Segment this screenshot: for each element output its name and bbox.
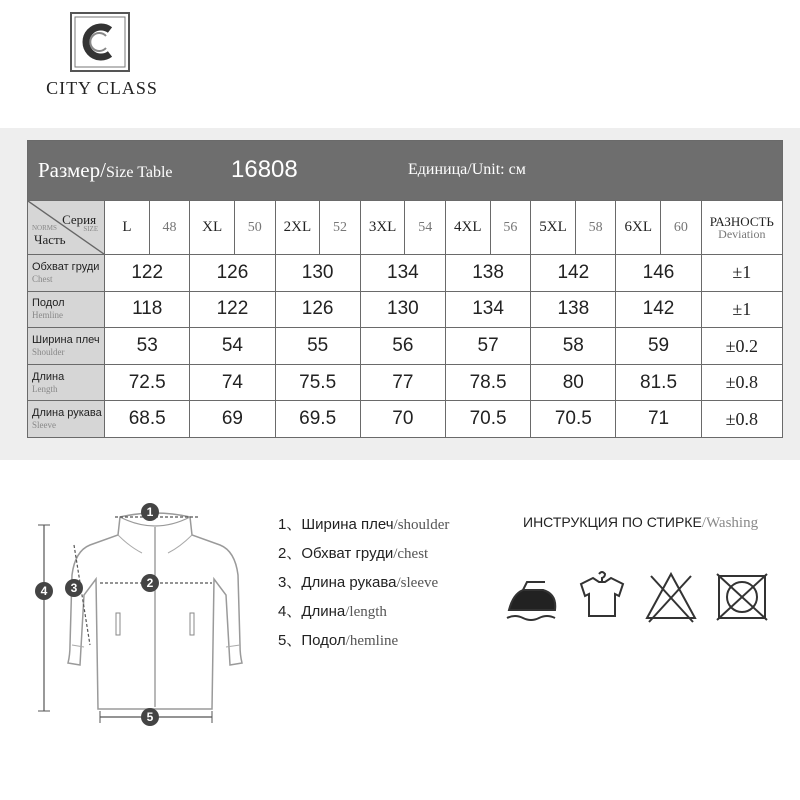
legend-item: 1、Ширина плеч/shoulder bbox=[278, 516, 450, 533]
table-row bbox=[28, 364, 783, 401]
table-cell: 70 bbox=[360, 401, 445, 438]
deviation-cell: ±1 bbox=[701, 255, 782, 292]
table-cell: 130 bbox=[360, 291, 445, 328]
table-row bbox=[28, 401, 783, 438]
table-cell: 134 bbox=[445, 291, 530, 328]
table-cell: 134 bbox=[360, 255, 445, 292]
table-cell: 122 bbox=[190, 291, 275, 328]
table-cell: 58 bbox=[531, 328, 616, 365]
table-cell: 55 bbox=[275, 328, 360, 365]
svg-text:1: 1 bbox=[146, 505, 154, 519]
svg-text:3: 3 bbox=[70, 581, 78, 595]
table-cell: 72.5 bbox=[105, 364, 190, 401]
header-corner: Серия SIZE NORMS Часть bbox=[28, 200, 105, 254]
table-row bbox=[28, 328, 783, 365]
table-cell: 53 bbox=[105, 328, 190, 365]
table-cell: 78.5 bbox=[445, 364, 530, 401]
no-tumble-dry-icon bbox=[717, 574, 767, 620]
deviation-header: РАЗНОСТЬ Deviation bbox=[701, 200, 782, 254]
table-cell: 118 bbox=[105, 291, 190, 328]
svg-text:2: 2 bbox=[146, 576, 154, 590]
table-cell: 71 bbox=[616, 401, 701, 438]
size-table bbox=[27, 140, 783, 438]
iron-icon bbox=[507, 582, 555, 620]
deviation-cell: ±0.8 bbox=[701, 401, 782, 438]
table-cell: 126 bbox=[275, 291, 360, 328]
table-cell: 77 bbox=[360, 364, 445, 401]
table-cell: 69.5 bbox=[275, 401, 360, 438]
svg-text:5: 5 bbox=[146, 710, 154, 724]
hang-dry-icon bbox=[581, 572, 623, 616]
table-cell: 130 bbox=[275, 255, 360, 292]
table-title: Размер/Size Table bbox=[38, 158, 173, 183]
table-cell: 126 bbox=[190, 255, 275, 292]
table-cell: 57 bbox=[445, 328, 530, 365]
brand-name: CITY CLASS bbox=[46, 78, 158, 98]
size-number: 50 bbox=[234, 200, 275, 254]
table-cell: 68.5 bbox=[105, 401, 190, 438]
table-cell: 70.5 bbox=[531, 401, 616, 438]
table-cell: 142 bbox=[531, 255, 616, 292]
row-label: Ширина плеч Shoulder bbox=[28, 328, 105, 365]
row-label: Длина рукава Sleeve bbox=[28, 401, 105, 438]
row-label: Длина Length bbox=[28, 364, 105, 401]
table-cell: 81.5 bbox=[616, 364, 701, 401]
table-cell: 122 bbox=[105, 255, 190, 292]
table-cell: 138 bbox=[445, 255, 530, 292]
size-label: 3XL bbox=[360, 200, 405, 254]
table-cell: 74 bbox=[190, 364, 275, 401]
legend-item: 3、Длина рукава/sleeve bbox=[278, 574, 439, 591]
legend-item: 4、Длина/length bbox=[278, 603, 387, 620]
size-number: 56 bbox=[490, 200, 531, 254]
size-label: L bbox=[105, 200, 150, 254]
washing-title: ИНСТРУКЦИЯ ПО СТИРКЕ/Washing bbox=[523, 514, 759, 531]
size-label: XL bbox=[190, 200, 235, 254]
table-cell: 70.5 bbox=[445, 401, 530, 438]
legend-item: 5、Подол/hemline bbox=[278, 632, 399, 649]
no-bleach-icon bbox=[647, 574, 695, 622]
row-label: Обхват груди Chest bbox=[28, 255, 105, 292]
deviation-cell: ±1 bbox=[701, 291, 782, 328]
table-cell: 75.5 bbox=[275, 364, 360, 401]
size-label: 4XL bbox=[445, 200, 490, 254]
size-number: 60 bbox=[661, 200, 702, 254]
size-number: 54 bbox=[405, 200, 446, 254]
measurement-legend bbox=[278, 510, 449, 655]
unit-label: Единица/Unit: см bbox=[408, 161, 526, 179]
table-cell: 54 bbox=[190, 328, 275, 365]
size-number: 52 bbox=[320, 200, 361, 254]
jacket-measurement-diagram bbox=[20, 495, 260, 735]
svg-text:4: 4 bbox=[40, 584, 48, 598]
size-number: 58 bbox=[575, 200, 616, 254]
table-cell: 59 bbox=[616, 328, 701, 365]
deviation-cell: ±0.8 bbox=[701, 364, 782, 401]
table-cell: 146 bbox=[616, 255, 701, 292]
deviation-cell: ±0.2 bbox=[701, 328, 782, 365]
brand-logo bbox=[70, 12, 130, 72]
table-cell: 56 bbox=[360, 328, 445, 365]
table-cell: 80 bbox=[531, 364, 616, 401]
table-row bbox=[28, 255, 783, 292]
size-label: 2XL bbox=[275, 200, 320, 254]
legend-item: 2、Обхват груди/chest bbox=[278, 545, 429, 562]
table-cell: 69 bbox=[190, 401, 275, 438]
table-cell: 138 bbox=[531, 291, 616, 328]
size-label: 6XL bbox=[616, 200, 661, 254]
table-row bbox=[28, 291, 783, 328]
row-label: Подол Hemline bbox=[28, 291, 105, 328]
size-label: 5XL bbox=[531, 200, 576, 254]
size-number: 48 bbox=[149, 200, 190, 254]
table-title-bar bbox=[28, 141, 783, 201]
model-code: 16808 bbox=[231, 156, 298, 184]
washing-icons bbox=[505, 570, 795, 630]
table-cell: 142 bbox=[616, 291, 701, 328]
